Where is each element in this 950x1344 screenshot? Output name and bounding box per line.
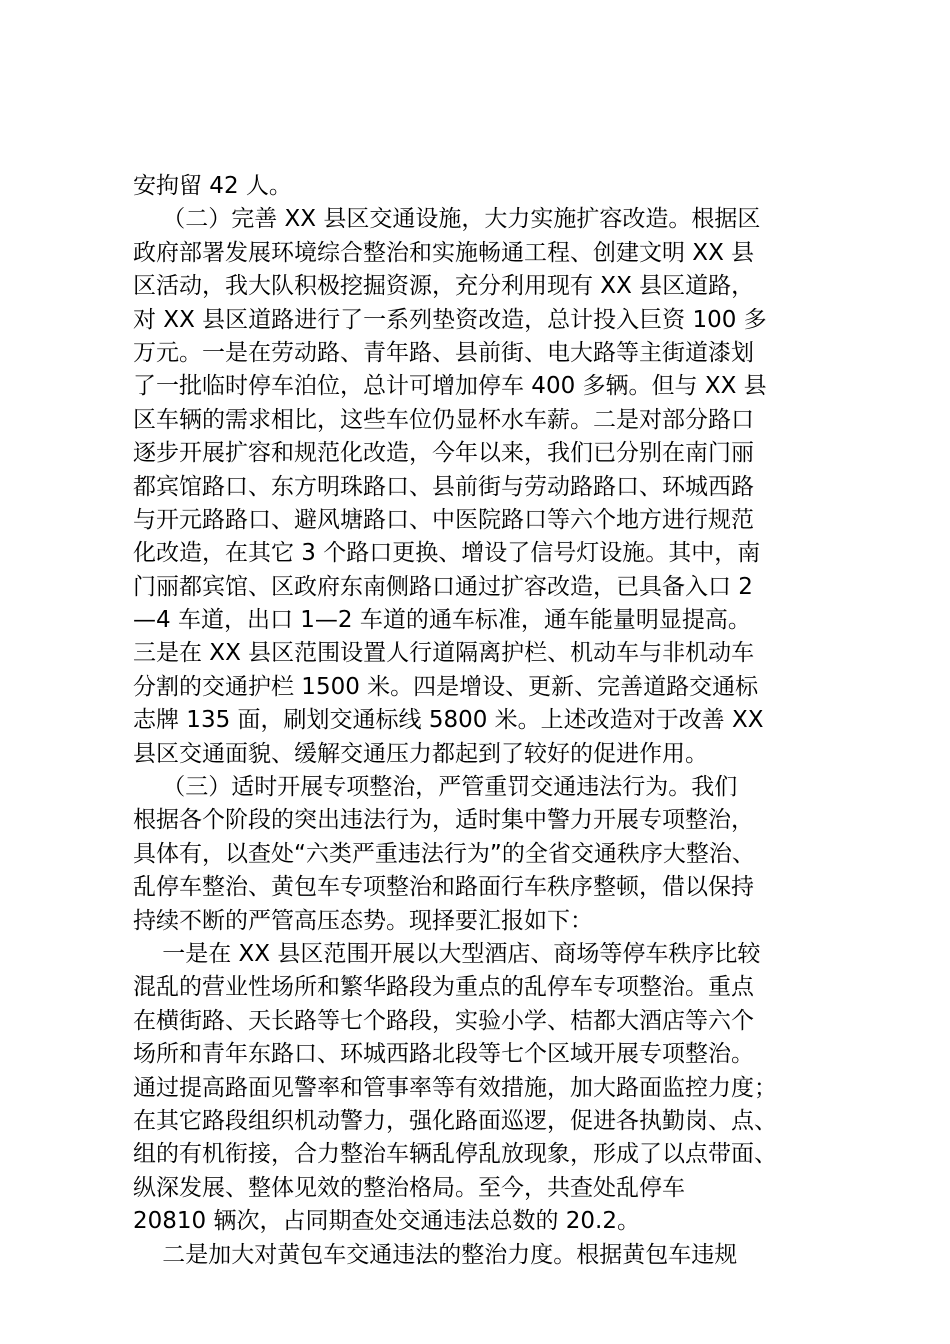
text-line: 分割的交通护栏 1500 米。四是增设、更新、完善道路交通标 (133, 673, 759, 700)
text-line: 区活动，我大队积极挖掘资源，充分利用现有 XX 县区道路， (133, 273, 755, 300)
text-line: 纵深发展、整体见效的整治格局。至今，共查处乱停车 (133, 1174, 685, 1201)
text-line: 万元。一是在劳动路、青年路、县前街、电大路等主街道漆划 (133, 339, 754, 366)
text-line: 组的有机衔接，合力整治车辆乱停乱放现象，形成了以点带面、 (133, 1141, 777, 1168)
text-line: 与开元路路口、避风塘路口、中医院路口等六个地方进行规范 (133, 506, 754, 533)
text-line: 混乱的营业性场所和繁华路段为重点的乱停车专项整治。重点 (133, 974, 754, 1001)
text-line: 政府部署发展环境综合整治和实施畅通工程、创建文明 XX 县 (133, 239, 755, 266)
text-line: 化改造，在其它 3 个路口更换、增设了信号灯设施。其中，南 (133, 540, 761, 567)
text-line: 场所和青年东路口、环城西路北段等七个区域开展专项整治。 (133, 1041, 754, 1068)
text-line: 持续不断的严管高压态势。现择要汇报如下： (133, 907, 593, 934)
text-line: 根据各个阶段的突出违法行为，适时集中警力开展专项整治， (133, 807, 754, 834)
text-line: 逐步开展扩容和规范化改造，今年以来，我们已分别在南门丽 (133, 440, 754, 467)
text-line: 都宾馆路口、东方明珠路口、县前街与劳动路路口、环城西路 (133, 473, 754, 500)
text-line: 安拘留 42 人。 (133, 173, 292, 199)
text-line: 二是加大对黄包车交通违法的整治力度。根据黄包车违规 (133, 1241, 738, 1268)
text-line: —4 车道，出口 1—2 车道的通车标准，通车能量明显提高。 (133, 607, 751, 634)
text-line: 三是在 XX 县区范围设置人行道隔离护栏、机动车与非机动车 (133, 640, 755, 667)
text-line: 乱停车整治、黄包车专项整治和路面行车秩序整顿，借以保持 (133, 874, 754, 901)
text-line: 对 XX 县区道路进行了一系列垫资改造，总计投入巨资 100 多 (133, 306, 767, 333)
body-text (133, 170, 853, 1272)
text-line: 具体有，以查处“六类严重违法行为”的全省交通秩序大整治、 (133, 840, 755, 867)
text-line: 在横街路、天长路等七个路段，实验小学、桔都大酒店等六个 (133, 1007, 754, 1034)
text-line: 志牌 135 面，刷划交通标线 5800 米。上述改造对于改善 XX (133, 707, 764, 734)
text-line: 了一批临时停车泊位，总计可增加停车 400 多辆。但与 XX 县 (133, 373, 767, 400)
text-line: （二）完善 XX 县区交通设施，大力实施扩容改造。根据区 (133, 206, 761, 233)
text-line: 20810 辆次，占同期查处交通违法总数的 20.2。 (133, 1208, 640, 1235)
text-line: 区车辆的需求相比，这些车位仍显杯水车薪。二是对部分路口 (133, 406, 754, 433)
text-line: （三）适时开展专项整治，严管重罚交通违法行为。我们 (133, 774, 738, 801)
text-line: 一是在 XX 县区范围开展以大型酒店、商场等停车秩序比较 (133, 940, 761, 967)
text-line: 县区交通面貌、缓解交通压力都起到了较好的促进作用。 (133, 740, 708, 767)
text-line: 在其它路段组织机动警力，强化路面巡逻，促进各执勤岗、点、 (133, 1107, 777, 1134)
text-line: 门丽都宾馆、区政府东南侧路口通过扩容改造，已具备入口 2 (133, 573, 753, 600)
text-line: 通过提高路面见警率和管事率等有效措施，加大路面监控力度； (133, 1074, 777, 1101)
